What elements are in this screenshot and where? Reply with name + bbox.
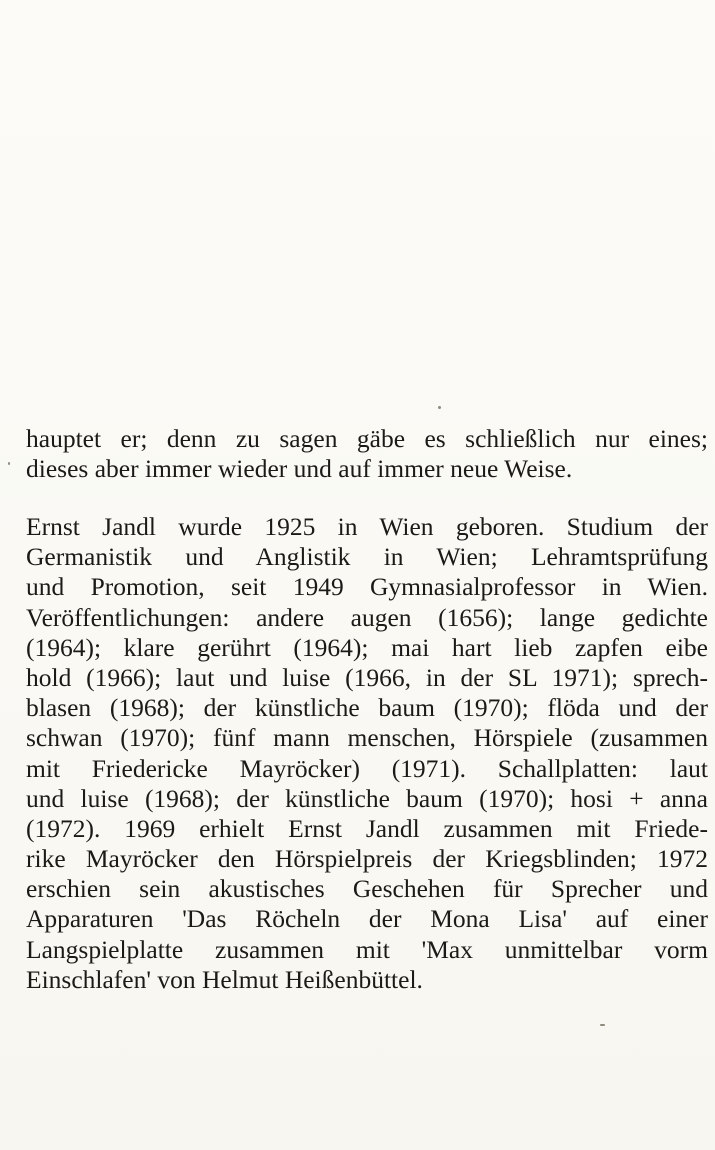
paper-speck — [438, 406, 441, 409]
text-line: Veröffentlichungen: andere augen (1656); lange gedichte — [26, 602, 708, 632]
paper-speck — [8, 462, 10, 465]
paragraph-continuation — [26, 424, 708, 484]
text-line: Apparaturen 'Das Röcheln der Mona Lisa' auf einer — [26, 904, 708, 934]
text-line: erschien sein akustisches Geschehen für Sprecher und — [26, 874, 708, 904]
text-line: hauptet er; denn zu sagen gäbe es schließlich nur eines; — [26, 424, 708, 453]
text-line: blasen (1968); der künstliche baum (1970); flöda und der — [26, 693, 708, 723]
text-line: (1964); klare gerührt (1964); mai hart lieb zapfen eibe — [26, 632, 708, 662]
text-line: Einschlafen' von Helmut Heißenbüttel. — [26, 964, 423, 994]
text-line: Langspielplatte zusammen mit 'Max unmittelbar vorm — [26, 934, 708, 964]
author-biography — [26, 512, 708, 995]
text-line: und Promotion, seit 1949 Gymnasialprofessor in Wien. — [26, 572, 708, 602]
text-line: und luise (1968); der künstliche baum (1970); hosi + anna — [26, 783, 708, 813]
text-line: rike Mayröcker den Hörspielpreis der Kriegsblinden; 1972 — [26, 844, 708, 874]
text-line: (1972). 1969 erhielt Ernst Jandl zusammen mit Friede- — [26, 813, 708, 843]
text-line: schwan (1970); fünf mann menschen, Hörspiele (zusammen — [26, 723, 708, 753]
text-line: dieses aber immer wieder und auf immer neue Weise. — [26, 454, 573, 484]
text-line: hold (1966); laut und luise (1966, in der SL 1971); sprech- — [26, 662, 708, 692]
text-line: Germanistik und Anglistik in Wien; Lehramtsprüfung — [26, 542, 708, 572]
text-line: mit Friedericke Mayröcker) (1971). Schallplatten: laut — [26, 753, 708, 783]
text-line: Ernst Jandl wurde 1925 in Wien geboren. Studium der — [26, 512, 708, 541]
paper-speck — [600, 1024, 605, 1026]
